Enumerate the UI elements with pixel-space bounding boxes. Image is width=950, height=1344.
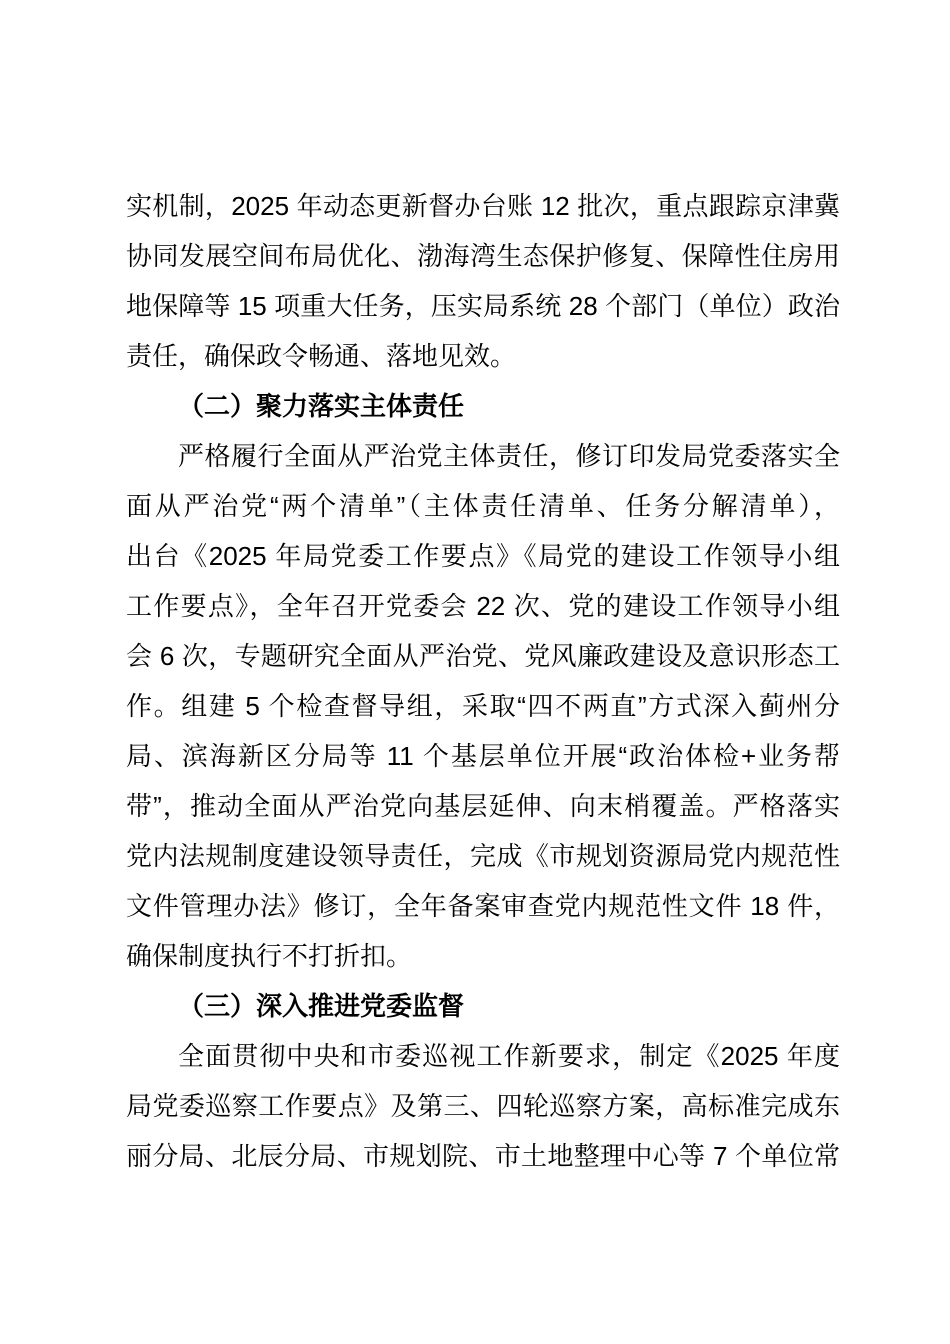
text-line: 全面贯彻中央和市委巡视工作新要求，制定《2025 年度 <box>178 1041 840 1071</box>
text-line: 确保制度执行不打折扣。 <box>126 941 413 971</box>
text-line: 局、滨海新区分局等 11 个基层单位开展“政治体检+业务帮 <box>126 741 840 771</box>
text-line: 会 6 次，专题研究全面从严治党、党风廉政建设及意识形态工 <box>126 641 840 671</box>
text-line: 严格履行全面从严治党主体责任，修订印发局党委落实全 <box>178 441 840 471</box>
text-line: 出台《2025 年局党委工作要点》《局党的建设工作领导小组 <box>126 541 840 571</box>
page-text <box>126 181 840 1181</box>
text-line: 局党委巡察工作要点》及第三、四轮巡察方案，高标准完成东 <box>126 1091 840 1121</box>
text-line: 工作要点》，全年召开党委会 22 次、党的建设工作领导小组 <box>126 591 840 621</box>
section-heading: （三）深入推进党委监督 <box>178 991 465 1021</box>
text-line: 作。组建 5 个检查督导组，采取“四不两直”方式深入蓟州分 <box>126 691 840 721</box>
paragraph <box>126 1031 840 1181</box>
text-line: 实机制，2025 年动态更新督办台账 12 批次，重点跟踪京津冀 <box>126 191 840 221</box>
text-line: 协同发展空间布局优化、渤海湾生态保护修复、保障性住房用 <box>126 241 840 271</box>
text-line: 文件管理办法》修订，全年备案审查党内规范性文件 18 件， <box>126 891 840 921</box>
paragraph <box>126 431 840 981</box>
text-line: 党内法规制度建设领导责任，完成《市规划资源局党内规范性 <box>126 841 840 871</box>
text-line: 带”，推动全面从严治党向基层延伸、向末梢覆盖。严格落实 <box>126 791 840 821</box>
text-line: 丽分局、北辰分局、市规划院、市土地整理中心等 7 个单位常 <box>126 1141 840 1171</box>
text-line: 面从严治党“两个清单”（主体责任清单、任务分解清单）， <box>126 491 840 521</box>
paragraph <box>126 181 840 381</box>
section-heading: （二）聚力落实主体责任 <box>178 391 465 421</box>
text-line: 责任，确保政令畅通、落地见效。 <box>126 341 517 371</box>
text-line: 地保障等 15 项重大任务，压实局系统 28 个部门（单位）政治 <box>126 291 840 321</box>
